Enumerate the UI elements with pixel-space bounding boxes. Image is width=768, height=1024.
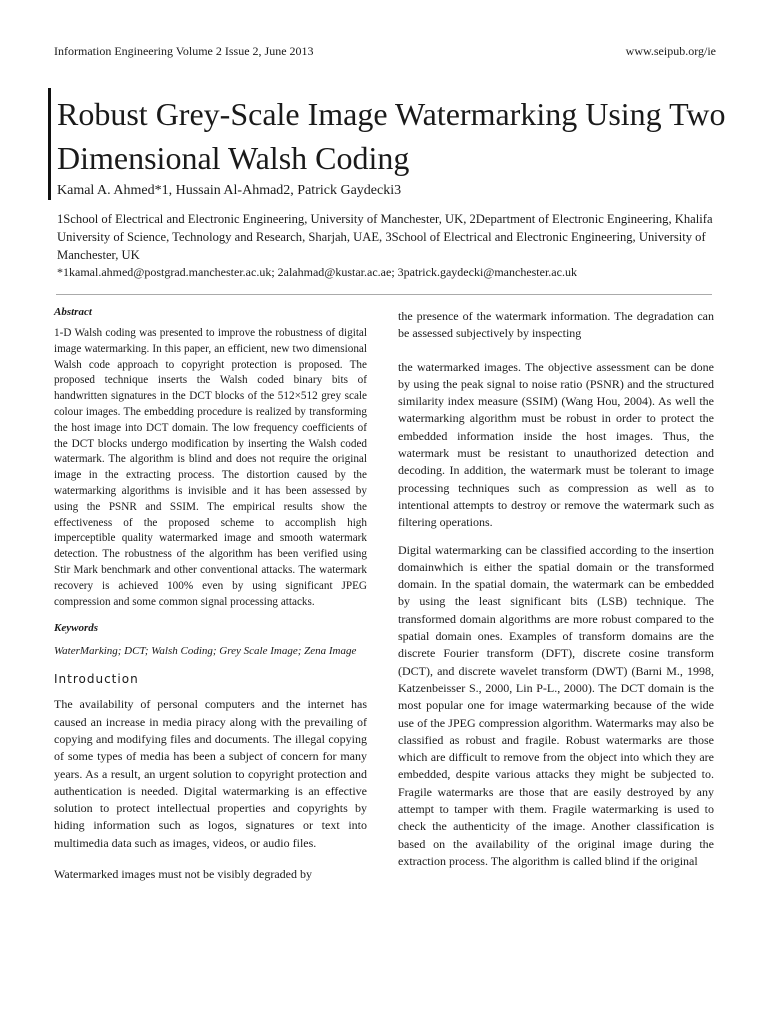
introduction-paragraph-2: Watermarked images must not be visibly degraded by xyxy=(54,867,312,882)
running-header xyxy=(54,44,716,59)
keywords-heading: Keywords xyxy=(54,622,98,635)
affiliations: 1School of Electrical and Electronic Engineering, University of Manchester, UK, 2Department of Electronic Engineering, Khalifa University of Science, Technology and Research, Sharjah, UAE, 3School of Electrical and Electronic Engineering, University of Manchester, UK xyxy=(57,212,713,262)
author-emails: *1kamal.ahmed@postgrad.manchester.ac.uk; 2alahmad@kustar.ac.ae; 3patrick.gaydecki@manchester.ac.uk xyxy=(57,265,577,279)
title-accent-bar xyxy=(48,88,51,200)
introduction-heading: Introduction xyxy=(54,672,139,687)
left-column xyxy=(54,306,367,897)
journal-info: Information Engineering Volume 2 Issue 2, June 2013 xyxy=(54,44,314,58)
right-paragraph-2: Digital watermarking can be classified according to the insertion domainwhich is either the spatial domain or the transformed domain. In the spatial domain, the watermark can be embedded by using the least significant bits (LSB) technique. The transformed domain algorithms are more robust compared to the spatial domain ones. Examples of transform domains are the discrete Fourier transform (DFT), discrete cosine transform (DCT), and discrete wavelet transform (DWT) (Barni M., 1998, Katzenbeisser S., 2000, Lin P-L., 2000). The DCT domain is the most popular one for image watermarking because of the wide use of the JPEG compression algorithm. Watermarks may also be classified as robust and fragile. Robust watermarks are those which are difficult to remove from the object into which they are embedded, despite various attacks they might be subjected to. Fragile watermarks are those that are easily destroyed by any attempt to tamper with them. Fragile watermarking is used to check the authenticity of the image. Another classification is based on the availability of the original image during the extraction process. The algorithm is called blind if the original xyxy=(398,542,714,868)
right-paragraph-1: the watermarked images. The objective assessment can be done by using the peak signal to noise ratio (PSNR) and the structured similarity index measure (SSIM) (Wang Hou, 2004). As well the watermarking algorithm must be robust in order to protect the embedded information inside the host images. Thus, the watermark must be resistant to unauthorized detection and decoding. In addition, the watermark must be tolerant to image processing techniques such as compression as well as to intentional attempts to destroy or remove the watermark such as filtering operations. xyxy=(398,359,714,530)
right-paragraph-0: the presence of the watermark information. The degradation can be assessed subjectively by inspecting xyxy=(398,309,714,341)
keywords-text: WaterMarking; DCT; Walsh Coding; Grey Scale Image; Zena Image xyxy=(54,645,357,658)
header-divider xyxy=(56,294,712,295)
author-list: Kamal A. Ahmed*1, Hussain Al-Ahmad2, Patrick Gaydecki3 xyxy=(57,183,402,198)
abstract-text: 1-D Walsh coding was presented to improve the robustness of digital image watermarking. In this paper, an efficient, new two dimensional Walsh code approach to copyright protection is proposed. The proposed technique inserts the Walsh coded binary bits of handwritten signatures in the DCT blocks of the 512×512 grey scale colour images. The embedding procedure is realized by transforming the host image into DCT domain. The low frequency coefficients of the DCT blocks undergo modification by inserting the Walsh coded watermark. The algorithm is blind and does not require the original image in the extracting process. The distortion caused by the watermarking algorithms is invisible and it has been assessed by using the PSNR and SSIM. The empirical results show the effectiveness of the proposed scheme to accomplish high imperceptible quality watermarked image and smooth watermark detection. The robustness of the algorithm has been verified using Stir Mark benchmark and other conventional attacks. The watermark recovery is achieved 100% even by using significant JPEG compression and some common signal processing attacks. xyxy=(54,327,367,608)
abstract-heading: Abstract xyxy=(54,306,92,318)
paper-title: Robust Grey-Scale Image Watermarking Using Two Dimensional Walsh Coding xyxy=(57,96,726,176)
journal-url: www.seipub.org/ie xyxy=(625,44,716,58)
introduction-paragraph-1: The availability of personal computers and the internet has caused an increase in media piracy along with the prevailing of copying and modifying files and documents. The illegal copying of some types of media has been a subject of concern for many years. As a result, an urgent solution to copyright protection and authentication is needed. Digital watermarking is an effective solution to protect intellectual properties and copyrights by hiding information such as logos, signatures or text into multimedia data such as images, videos, or audio files. xyxy=(54,697,367,850)
right-column xyxy=(398,308,714,880)
